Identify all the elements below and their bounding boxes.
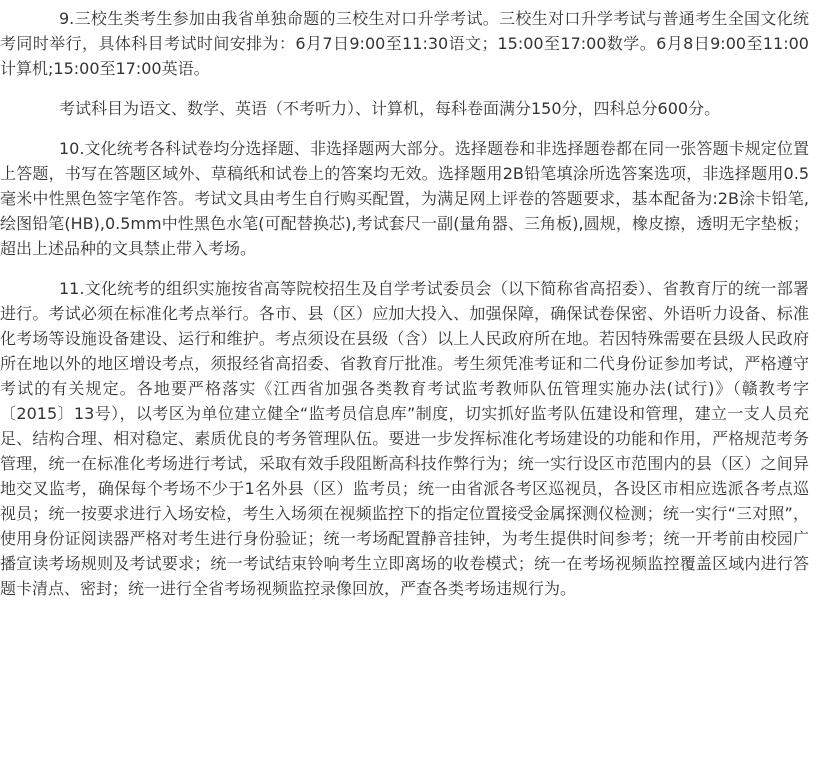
paragraph-9-exam-schedule [0,6,809,81]
paragraph-exam-subjects [0,96,809,121]
paragraph-10-answer-sheet [0,136,809,261]
paragraph-text: 11.文化统考的组织实施按省高等院校招生及自学考试委员会（以下简称省高招委）、省教育厅的统一部署进行。考试必须在标准化考点举行。各市、县（区）应加大投入、加强保障，确保试卷保密、外语听力设备、标准化考场等设施设备建设、运行和维护。考点须设在县级（含）以上人民政府所在地。若因特殊需要在县级人民政府所在地以外的地区增设考点，须报经省高招委、省教育厅批准。考生须凭准考证和二代身份证参加考试，严格遵守考试的有关规定。各地要严格落实《江西省加强各类教育考试监考教师队伍管理实施办法(试行)》（赣教考字〔2015〕13号），以考区为单位建立健全“监考员信息库”制度，切实抓好监考队伍建设和管理，建立一支人员充足、结构合理、相对稳定、素质优良的考务管理队伍。要进一步发挥标准化考场建设的功能和作用，严格规范考务管理，统一在标准化考场进行考试，采取有效手段阻断高科技作弊行为；统一实行设区市范围内的县（区）之间异地交叉监考，确保每个考场不少于1名外县（区）监考员；统一由省派各考区巡视员，各设区市相应选派各考点巡视员；统一按要求进行入场安检，考生入场须在视频监控下的指定位置接受金属探测仪检测；统一实行“三对照”，使用身份证阅读器严格对考生进行身份验证；统一考场配置静音挂钟，为考生提供时间参考；统一开考前由校园广播宣读考场规则及考试要求；统一考试结束铃响考生立即离场的收卷模式；统一在考场视频监控覆盖区域内进行答题卡清点、密封；统一进行全省考场视频监控录像回放，严查各类考场违规行为。 [0,279,809,598]
paragraph-text: 10.文化统考各科试卷均分选择题、非选择题两大部分。选择题卷和非选择题卷都在同一张答题卡规定位置上答题，书写在答题区域外、草稿纸和试卷上的答案均无效。选择题用2B铅笔填涂所选答案选项，非选择题用0.5毫米中性黑色签字笔作答。考试文具由考生自行购买配置，为满足网上评卷的答题要求，基本配备为:2B涂卡铅笔,绘图铅笔(HB),0.5mm中性黑色水笔(可配替换芯),考试套尺一副(量角器、三角板),圆规，橡皮擦，透明无字垫板；超出上述品种的文具禁止带入考场。 [0,139,809,258]
paragraph-text: 9.三校生类考生参加由我省单独命题的三校生对口升学考试。三校生对口升学考试与普通考生全国文化统考同时举行，具体科目考试时间安排为：6月7日9:00至11:30语文；15:00至17:00数学。6月8日9:00至11:00计算机;15:00至17:00英语。 [0,9,809,78]
paragraph-text: 考试科目为语文、数学、英语（不考听力）、计算机，每科卷面满分150分，四科总分600分。 [59,99,721,118]
paragraph-11-organization [0,276,809,601]
